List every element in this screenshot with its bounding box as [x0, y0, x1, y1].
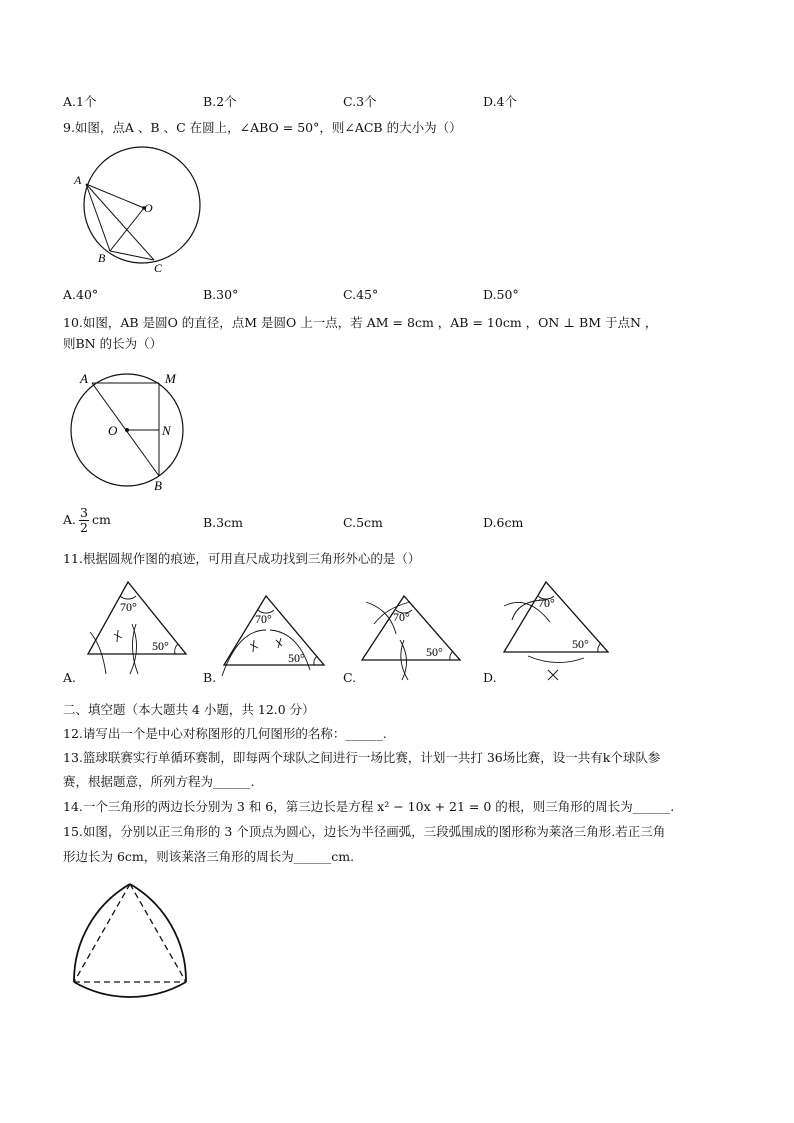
q11a-angle-arc-top: [120, 596, 136, 599]
q13-line1: 13.篮球联赛实行单循环赛制，即每两个球队之间进行一场比赛，计划一共打 36场比赛，设一共有k个球队参: [63, 750, 661, 765]
q11c-arc-top-1: [366, 602, 396, 634]
q9-line-ab: [86, 184, 110, 251]
q10-option-d: D.6cm: [483, 515, 524, 530]
q10-fraction-denominator: 2: [80, 520, 88, 535]
q10-center-dot: [125, 428, 129, 432]
q11-option-b: B.: [203, 670, 217, 685]
q11d-triangle: [504, 582, 608, 652]
q12-text: 12.请写出一个是中心对称图形的几何图形的名称：______.: [63, 726, 387, 741]
q15-arc-bottom: [74, 982, 186, 997]
q15-triangle-side-left: [74, 884, 130, 982]
q15-reuleaux-figure: [60, 872, 205, 1002]
q9-circle: [84, 147, 200, 263]
q8-option-c: C.3个: [343, 94, 377, 109]
q9-line-bo: [110, 208, 144, 251]
q15-triangle-side-right: [130, 884, 186, 982]
q11d-angle-top: 70°: [538, 596, 555, 610]
q11a-cross-mark: [114, 630, 122, 642]
q10-figure: [62, 364, 202, 496]
q11d-arc-bottom: [528, 656, 584, 663]
q8-option-a: A.1个: [63, 94, 97, 109]
q10-option-a: [63, 506, 111, 535]
q8-option-d: D.4个: [483, 94, 518, 109]
q11d-cross-mark: [548, 670, 558, 680]
q9-line-ao: [86, 184, 144, 208]
q11a-angle-right: 50°: [152, 639, 169, 653]
q10-line1: 10.如图，AB 是圆O 的直径，点M 是圆O 上一点，若 AM = 8cm ，AB = 10cm ，ON ⊥ BM 于点N ，: [63, 315, 658, 330]
q11-option-d: D.: [483, 670, 497, 685]
q8-option-b: B.2个: [203, 94, 237, 109]
q11-figure-a: [80, 576, 200, 676]
q11b-angle-right: 50°: [288, 651, 305, 665]
q11a-arc-left: [90, 632, 106, 674]
q9-line-ac: [86, 184, 154, 260]
q11b-cross-mark-2: [276, 638, 282, 648]
q11a-angle-arc-right: [175, 644, 178, 654]
q11a-triangle: [88, 582, 186, 654]
q9-option-c: C.45°: [343, 287, 379, 302]
q11b-angle-arc-right: [314, 656, 317, 665]
q11b-cross-mark-1: [250, 640, 258, 652]
q11d-angle-right: 50°: [572, 637, 589, 651]
q11b-angle-top: 70°: [255, 612, 272, 626]
q9-label-o: O: [144, 201, 153, 215]
q11-option-c: C.: [343, 670, 357, 685]
q11-figure-d: [498, 578, 618, 688]
q9-label-c: C: [154, 261, 163, 275]
q15-line1: 15.如图，分别以正三角形的 3 个顶点为圆心，边长为半径画弧，三段弧围成的图形称为莱洛三角形.若正三角: [63, 824, 666, 839]
q13-line2: 赛，根据题意，所列方程为______.: [63, 774, 255, 789]
q11b-arc-left: [222, 630, 266, 676]
q11c-angle-right: 50°: [426, 645, 443, 659]
q11-figure-b: [218, 590, 338, 680]
q10-option-a-unit: cm: [91, 512, 111, 527]
section2-title: 二、填空题（本大题共 4 小题，共 12.0 分）: [63, 702, 315, 717]
q9-label-b: B: [98, 251, 106, 265]
q10-option-c: C.5cm: [343, 515, 383, 530]
q10-option-a-prefix: A.: [63, 512, 77, 527]
q10-label-m: M: [165, 371, 176, 386]
q9-text: 9.如图，点A 、B 、C 在圆上，∠ABO = 50°，则∠ACB 的大小为（）: [63, 120, 462, 135]
q9-label-a: A: [74, 173, 82, 187]
q10-line2: 则BN 的长为（）: [63, 336, 163, 351]
q10-option-b: B.3cm: [203, 515, 243, 530]
q11-text: 11.根据圆规作图的痕迹，可用直尺成功找到三角形外心的是（）: [63, 551, 421, 566]
q10-label-b: B: [154, 478, 162, 493]
q10-option-a-fraction: [79, 506, 89, 535]
q10-label-a: A: [80, 371, 88, 386]
q9-option-a: A.40°: [63, 287, 99, 302]
q9-option-b: B.30°: [203, 287, 239, 302]
q15-line2: 形边长为 6cm，则该莱洛三角形的周长为______cm.: [63, 849, 355, 864]
q10-label-o: O: [108, 423, 118, 438]
q14-text: 14.一个三角形的两边长分别为 3 和 6，第三边长是方程 x² − 10x + 21 = 0 的根，则三角形的周长为______.: [63, 799, 675, 814]
q11-option-a: A.: [63, 670, 77, 685]
q10-fraction-numerator: 3: [80, 505, 88, 520]
q9-option-d: D.50°: [483, 287, 519, 302]
q11a-angle-top: 70°: [120, 600, 137, 614]
q10-label-n: N: [162, 423, 171, 438]
q11c-angle-top: 70°: [393, 610, 410, 624]
q9-figure: [66, 140, 206, 280]
q11-figure-c: [356, 590, 476, 685]
q11c-triangle: [362, 596, 460, 660]
